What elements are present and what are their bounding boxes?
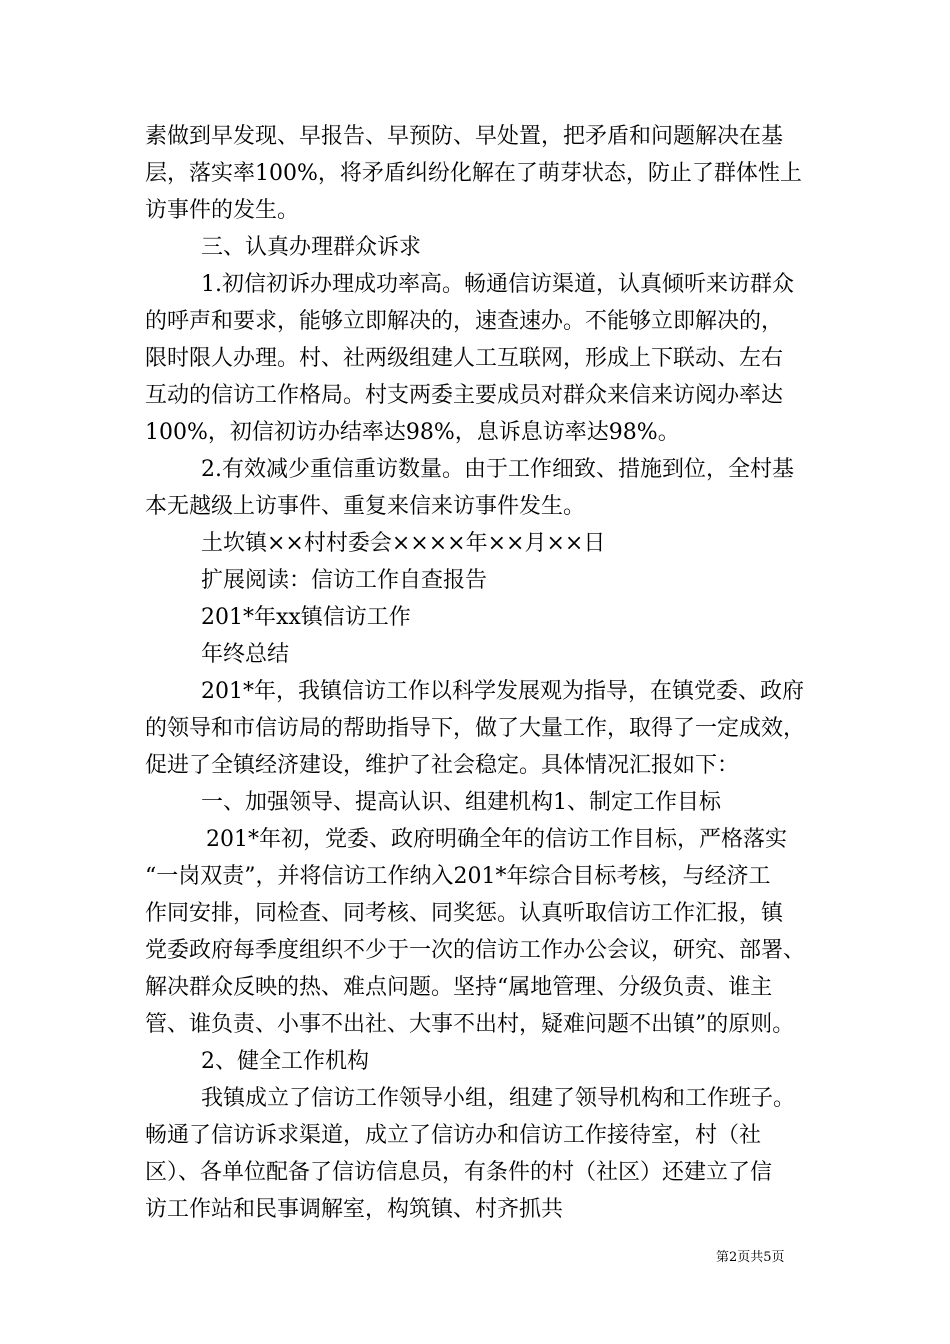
body-line-16: 201*年，我镇信访工作以科学发展观为指导，在镇党委、政府	[201, 679, 804, 704]
body-line-2: 层，落实率100%，将矛盾纠纷化解在了萌芽状态，防止了群体性上	[145, 161, 802, 186]
body-line-1: 素做到早发现、早报告、早预防、早处置，把矛盾和问题解决在基	[145, 124, 784, 149]
body-line-29: 区）、各单位配备了信访信息员，有条件的村（社区）还建立了信	[145, 1160, 773, 1185]
body-line-6: 的呼声和要求，能够立即解决的，速查速办。不能够立即解决的，	[145, 309, 784, 334]
body-line-11: 本无越级上访事件、重复来信来访事件发生。	[145, 494, 586, 519]
body-line-28: 畅通了信访诉求渠道，成立了信访办和信访工作接待室，村（社	[145, 1123, 762, 1148]
extended-reading-title: 扩展阅读：信访工作自查报告	[201, 568, 488, 593]
body-line-7: 限时限人办理。村、社两级组建人工互联网，形成上下联动、左右	[145, 346, 784, 371]
report-subtitle: 年终总结	[201, 642, 290, 667]
body-line-17: 的领导和市信访局的帮助指导下，做了大量工作，取得了一定成效，	[145, 716, 806, 741]
body-line-23: 党委政府每季度组织不少于一次的信访工作办公会议，研究、部署、	[145, 938, 806, 963]
body-line-3: 访事件的发生。	[145, 198, 300, 223]
body-line-27: 我镇成立了信访工作领导小组，组建了领导机构和工作班子。	[201, 1086, 796, 1111]
page-number: 第2页共5页	[716, 1250, 785, 1265]
section-heading-2: 2、健全工作机构	[201, 1049, 369, 1074]
body-line-20: 201*年初，党委、政府明确全年的信访工作目标，严格落实	[206, 827, 787, 852]
section-heading-1: 一、加强领导、提高认识、组建机构1、制定工作目标	[201, 790, 721, 815]
body-line-21: “一岗双责”，并将信访工作纳入201*年综合目标考核，与经济工	[145, 864, 771, 889]
body-line-22: 作同安排，同检查、同考核、同奖惩。认真听取信访工作汇报，镇	[145, 901, 784, 926]
body-line-30: 访工作站和民事调解室，构筑镇、村齐抓共	[145, 1197, 564, 1222]
body-line-5: 1.初信初诉办理成功率高。畅通信访渠道，认真倾听来访群众	[201, 272, 794, 297]
body-line-10: 2.有效减少重信重访数量。由于工作细致、措施到位，全村基	[201, 457, 794, 482]
body-line-18: 促进了全镇经济建设，维护了社会稳定。具体情况汇报如下：	[145, 753, 740, 778]
body-line-9: 100%，初信初访办结率达98%，息诉息访率达98%。	[145, 420, 680, 445]
report-title: 201*年xx镇信访工作	[201, 605, 411, 630]
body-line-24: 解决群众反映的热、难点问题。坚持“属地管理、分级负责、谁主	[145, 975, 773, 1000]
body-line-25: 管、谁负责、小事不出社、大事不出村，疑难问题不出镇”的原则。	[145, 1012, 795, 1037]
signature-line: 土坎镇××村村委会××××年××月××日	[201, 531, 606, 556]
body-line-8: 互动的信访工作格局。村支两委主要成员对群众来信来访阅办率达	[145, 383, 784, 408]
section-heading-3: 三、认真办理群众诉求	[201, 235, 422, 260]
